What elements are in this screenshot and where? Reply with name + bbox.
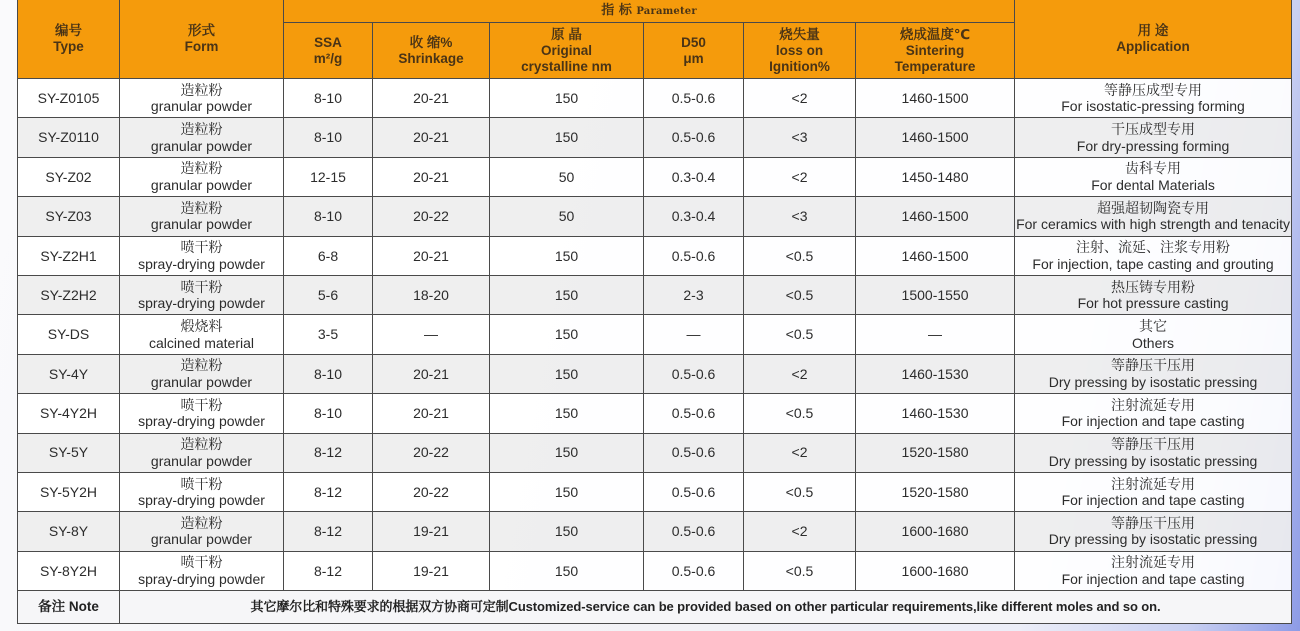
cell-shrinkage: 20-22 — [373, 433, 490, 472]
form-en: granular powder — [150, 137, 253, 154]
application-zh: 注射流延专用 — [1111, 554, 1196, 571]
cell-original-crystalline: 150 — [490, 512, 644, 551]
application-zh: 热压铸专用粉 — [1111, 278, 1196, 295]
header-sintering-zh: 烧成温度℃ — [899, 26, 971, 42]
cell-form — [120, 354, 284, 393]
application-en: Others — [1132, 334, 1175, 351]
cell-ssa: 3-5 — [284, 315, 373, 354]
form-en: granular powder — [150, 216, 253, 233]
header-parameter-zh: 指 标 — [601, 2, 633, 17]
cell-application — [1015, 354, 1292, 393]
note-label: 备注 Note — [18, 591, 120, 624]
application-en: Dry pressing by isostatic pressing — [1048, 373, 1258, 390]
header-loi-zh: 烧失量 — [779, 26, 820, 42]
cell-original-crystalline: 150 — [490, 315, 644, 354]
cell-form — [120, 433, 284, 472]
form-zh: 造粒粉 — [180, 199, 223, 216]
form-zh: 喷干粉 — [180, 475, 223, 492]
header-d50 — [644, 23, 744, 79]
cell-ssa: 6-8 — [284, 236, 373, 275]
cell-loss-on-ignition: <0.5 — [744, 275, 856, 314]
header-application-en: Application — [1116, 39, 1190, 54]
table-row — [18, 236, 1292, 275]
cell-loss-on-ignition: <2 — [744, 157, 856, 196]
application-en: For dental Materials — [1091, 176, 1215, 193]
cell-type: SY-4Y — [18, 354, 120, 393]
header-original-line1: Original — [540, 42, 592, 58]
header-type — [18, 0, 120, 79]
header-type-zh: 编号 — [55, 23, 82, 38]
application-zh: 注射流延专用 — [1111, 475, 1196, 492]
header-parameter-group — [284, 0, 1015, 23]
cell-loss-on-ignition: <0.5 — [744, 315, 856, 354]
cell-type: SY-8Y — [18, 512, 120, 551]
application-en: Dry pressing by isostatic pressing — [1048, 452, 1258, 469]
cell-ssa: 8-12 — [284, 512, 373, 551]
cell-sintering-temperature: 1460-1500 — [856, 197, 1015, 236]
form-zh: 喷干粉 — [180, 239, 223, 256]
cell-shrinkage: 20-21 — [373, 118, 490, 157]
cell-sintering-temperature: — — [856, 315, 1015, 354]
header-loi-line2: Ignition% — [769, 58, 830, 74]
application-en: For injection and tape casting — [1061, 492, 1245, 509]
application-zh: 等静压干压用 — [1111, 514, 1196, 531]
cell-form — [120, 315, 284, 354]
cell-ssa: 8-10 — [284, 354, 373, 393]
cell-loss-on-ignition: <2 — [744, 79, 856, 118]
product-spec-sheet — [17, 0, 1291, 624]
cell-type: SY-DS — [18, 315, 120, 354]
table-row — [18, 354, 1292, 393]
note-row — [18, 591, 1292, 624]
form-zh: 喷干粉 — [180, 554, 223, 571]
cell-shrinkage: 19-21 — [373, 551, 490, 590]
application-en: For dry-pressing forming — [1076, 137, 1230, 154]
table-row — [18, 197, 1292, 236]
cell-shrinkage: 20-21 — [373, 236, 490, 275]
cell-form — [120, 118, 284, 157]
cell-form — [120, 394, 284, 433]
table-footer — [18, 591, 1292, 624]
cell-original-crystalline: 150 — [490, 551, 644, 590]
application-en: For injection and tape casting — [1061, 413, 1245, 430]
cell-loss-on-ignition: <3 — [744, 118, 856, 157]
form-en: spray-drying powder — [138, 570, 265, 587]
cell-application — [1015, 275, 1292, 314]
table-row — [18, 315, 1292, 354]
cell-d50: 0.5-0.6 — [644, 354, 744, 393]
header-original-zh: 原 晶 — [551, 26, 582, 42]
cell-original-crystalline: 50 — [490, 197, 644, 236]
header-original-line2: crystalline nm — [521, 58, 612, 74]
table-row — [18, 118, 1292, 157]
cell-ssa: 12-15 — [284, 157, 373, 196]
header-sintering-line1: Sintering — [905, 42, 965, 58]
header-sintering-temperature — [856, 23, 1015, 79]
cell-shrinkage: 20-21 — [373, 79, 490, 118]
form-en: spray-drying powder — [138, 255, 265, 272]
cell-d50: 0.5-0.6 — [644, 472, 744, 511]
header-shrinkage-en: Shrinkage — [398, 50, 464, 66]
cell-form — [120, 512, 284, 551]
cell-form — [120, 551, 284, 590]
cell-type: SY-Z2H2 — [18, 275, 120, 314]
application-en: For injection, tape casting and grouting — [1032, 255, 1274, 272]
cell-original-crystalline: 150 — [490, 118, 644, 157]
cell-loss-on-ignition: <2 — [744, 354, 856, 393]
cell-d50: 0.5-0.6 — [644, 118, 744, 157]
cell-shrinkage: 20-21 — [373, 157, 490, 196]
cell-application — [1015, 118, 1292, 157]
cell-d50: 0.5-0.6 — [644, 551, 744, 590]
form-en: granular powder — [150, 176, 253, 193]
note-text: 其它摩尔比和特殊要求的根据双方协商可定制Customized-service can be provided based on other particular requirements,like different moles and so on. — [120, 591, 1292, 624]
cell-sintering-temperature: 1460-1530 — [856, 394, 1015, 433]
cell-application — [1015, 79, 1292, 118]
cell-original-crystalline: 150 — [490, 354, 644, 393]
cell-ssa: 8-12 — [284, 472, 373, 511]
form-zh: 造粒粉 — [180, 121, 223, 138]
form-zh: 造粒粉 — [180, 81, 223, 98]
header-type-en: Type — [53, 39, 84, 54]
cell-form — [120, 157, 284, 196]
application-en: Dry pressing by isostatic pressing — [1048, 531, 1258, 548]
header-parameter-en: Parameter — [636, 6, 697, 17]
table-header — [18, 0, 1292, 79]
cell-original-crystalline: 50 — [490, 157, 644, 196]
header-application — [1015, 0, 1292, 79]
cell-application — [1015, 433, 1292, 472]
cell-original-crystalline: 150 — [490, 79, 644, 118]
cell-loss-on-ignition: <0.5 — [744, 236, 856, 275]
cell-original-crystalline: 150 — [490, 275, 644, 314]
header-form-en: Form — [184, 39, 219, 54]
table-row — [18, 433, 1292, 472]
header-form — [120, 0, 284, 79]
cell-application — [1015, 197, 1292, 236]
application-zh: 注射、流延、注浆专用粉 — [1076, 239, 1231, 256]
cell-sintering-temperature: 1450-1480 — [856, 157, 1015, 196]
cell-d50: 0.3-0.4 — [644, 157, 744, 196]
form-zh: 喷干粉 — [180, 396, 223, 413]
application-zh: 等静压干压用 — [1111, 436, 1196, 453]
cell-application — [1015, 236, 1292, 275]
cell-original-crystalline: 150 — [490, 236, 644, 275]
cell-type: SY-8Y2H — [18, 551, 120, 590]
cell-type: SY-4Y2H — [18, 394, 120, 433]
form-en: spray-drying powder — [138, 492, 265, 509]
form-zh: 喷干粉 — [180, 278, 223, 295]
table-row — [18, 157, 1292, 196]
cell-d50: 0.5-0.6 — [644, 79, 744, 118]
application-zh: 等静压干压用 — [1111, 357, 1196, 374]
cell-ssa: 8-12 — [284, 551, 373, 590]
form-zh: 煅烧料 — [180, 318, 223, 335]
header-d50-line2: μm — [683, 50, 704, 66]
table-row — [18, 79, 1292, 118]
application-en: For ceramics with high strength and tenacity — [1016, 216, 1290, 233]
cell-shrinkage: 18-20 — [373, 275, 490, 314]
cell-ssa: 8-10 — [284, 118, 373, 157]
header-sintering-line2: Temperature — [894, 58, 976, 74]
form-zh: 造粒粉 — [180, 514, 223, 531]
cell-application — [1015, 551, 1292, 590]
cell-shrinkage: 19-21 — [373, 512, 490, 551]
cell-sintering-temperature: 1460-1500 — [856, 79, 1015, 118]
cell-application — [1015, 315, 1292, 354]
cell-loss-on-ignition: <0.5 — [744, 551, 856, 590]
header-loi-line1: loss on — [775, 42, 824, 58]
application-en: For isostatic-pressing forming — [1061, 98, 1245, 115]
application-zh: 干压成型专用 — [1111, 121, 1196, 138]
header-ssa-line1: SSA — [314, 34, 342, 50]
cell-application — [1015, 512, 1292, 551]
cell-type: SY-Z0105 — [18, 79, 120, 118]
cell-shrinkage: 20-22 — [373, 472, 490, 511]
application-zh: 注射流延专用 — [1111, 396, 1196, 413]
table-row — [18, 472, 1292, 511]
table-row — [18, 512, 1292, 551]
cell-ssa: 8-12 — [284, 433, 373, 472]
cell-shrinkage: 20-22 — [373, 197, 490, 236]
form-en: granular powder — [150, 452, 253, 469]
cell-loss-on-ignition: <2 — [744, 433, 856, 472]
form-en: spray-drying powder — [138, 295, 265, 312]
cell-d50: 2-3 — [644, 275, 744, 314]
cell-ssa: 8-10 — [284, 197, 373, 236]
header-original-crystalline — [490, 23, 644, 79]
cell-form — [120, 275, 284, 314]
header-shrinkage — [373, 23, 490, 79]
cell-type: SY-5Y — [18, 433, 120, 472]
form-zh: 造粒粉 — [180, 357, 223, 374]
header-loss-on-ignition — [744, 23, 856, 79]
cell-loss-on-ignition: <2 — [744, 512, 856, 551]
cell-d50: 0.5-0.6 — [644, 512, 744, 551]
form-en: spray-drying powder — [138, 413, 265, 430]
application-zh: 超强超韧陶瓷专用 — [1097, 199, 1210, 216]
cell-sintering-temperature: 1520-1580 — [856, 472, 1015, 511]
application-zh: 其它 — [1139, 318, 1168, 335]
cell-loss-on-ignition: <0.5 — [744, 472, 856, 511]
form-zh: 造粒粉 — [180, 160, 223, 177]
cell-d50: — — [644, 315, 744, 354]
cell-sintering-temperature: 1460-1500 — [856, 236, 1015, 275]
form-en: granular powder — [150, 531, 253, 548]
table-row — [18, 394, 1292, 433]
cell-d50: 0.5-0.6 — [644, 433, 744, 472]
cell-shrinkage: 20-21 — [373, 394, 490, 433]
cell-sintering-temperature: 1460-1500 — [856, 118, 1015, 157]
header-ssa-line2: m²/g — [313, 50, 343, 66]
cell-form — [120, 79, 284, 118]
cell-application — [1015, 394, 1292, 433]
cell-original-crystalline: 150 — [490, 394, 644, 433]
cell-sintering-temperature: 1500-1550 — [856, 275, 1015, 314]
header-form-zh: 形式 — [188, 23, 215, 38]
cell-sintering-temperature: 1600-1680 — [856, 512, 1015, 551]
cell-sintering-temperature: 1460-1530 — [856, 354, 1015, 393]
header-shrinkage-zh: 收 缩% — [409, 34, 453, 50]
cell-sintering-temperature: 1520-1580 — [856, 433, 1015, 472]
cell-form — [120, 472, 284, 511]
cell-loss-on-ignition: <0.5 — [744, 394, 856, 433]
cell-type: SY-5Y2H — [18, 472, 120, 511]
form-en: granular powder — [150, 373, 253, 390]
cell-d50: 0.5-0.6 — [644, 236, 744, 275]
cell-type: SY-Z02 — [18, 157, 120, 196]
form-en: calcined material — [148, 334, 255, 351]
cell-d50: 0.5-0.6 — [644, 394, 744, 433]
cell-form — [120, 236, 284, 275]
cell-shrinkage: 20-21 — [373, 354, 490, 393]
application-zh: 等静压成型专用 — [1104, 81, 1203, 98]
header-ssa — [284, 23, 373, 79]
application-en: For injection and tape casting — [1061, 570, 1245, 587]
cell-loss-on-ignition: <3 — [744, 197, 856, 236]
zirconia-powder-spec-table — [17, 0, 1292, 624]
cell-ssa: 5-6 — [284, 275, 373, 314]
cell-application — [1015, 472, 1292, 511]
form-zh: 造粒粉 — [180, 436, 223, 453]
cell-form — [120, 197, 284, 236]
cell-application — [1015, 157, 1292, 196]
cell-ssa: 8-10 — [284, 394, 373, 433]
cell-ssa: 8-10 — [284, 79, 373, 118]
cell-original-crystalline: 150 — [490, 433, 644, 472]
cell-type: SY-Z2H1 — [18, 236, 120, 275]
table-body — [18, 79, 1292, 591]
application-zh: 齿科专用 — [1125, 160, 1182, 177]
cell-shrinkage: — — [373, 315, 490, 354]
header-d50-line1: D50 — [681, 34, 706, 50]
cell-original-crystalline: 150 — [490, 472, 644, 511]
cell-sintering-temperature: 1600-1680 — [856, 551, 1015, 590]
cell-d50: 0.3-0.4 — [644, 197, 744, 236]
header-application-zh: 用 途 — [1137, 23, 1169, 38]
application-en: For hot pressure casting — [1077, 295, 1229, 312]
form-en: granular powder — [150, 98, 253, 115]
cell-type: SY-Z0110 — [18, 118, 120, 157]
table-row — [18, 275, 1292, 314]
cell-type: SY-Z03 — [18, 197, 120, 236]
table-row — [18, 551, 1292, 590]
